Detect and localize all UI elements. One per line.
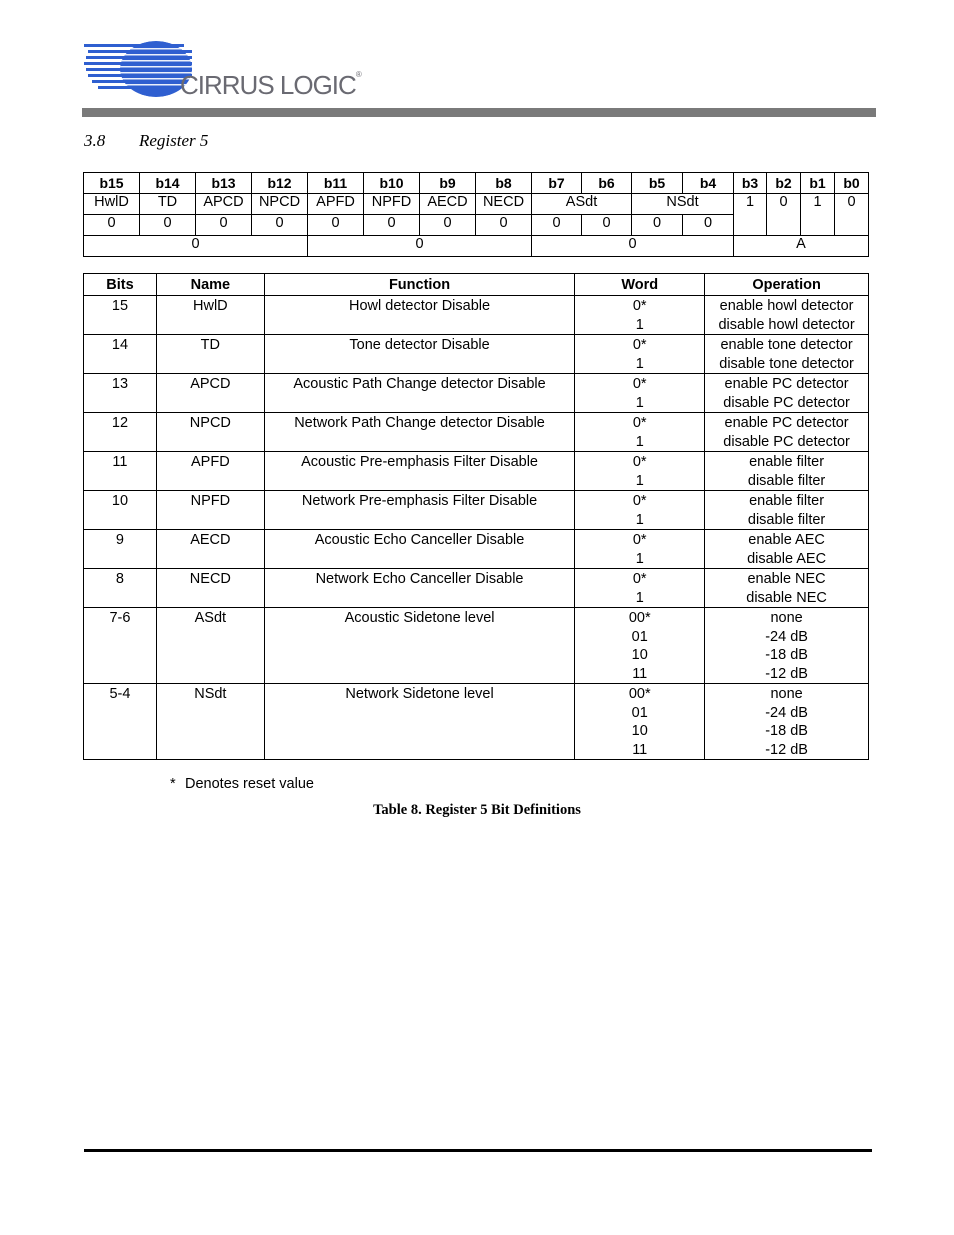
definition-row — [84, 608, 869, 684]
word-value: 0* — [632, 298, 647, 314]
operation-cell — [705, 296, 869, 335]
bit-header: b0 — [835, 173, 869, 194]
function-cell: Network Path Change detector Disable — [264, 413, 575, 452]
bit-header-row — [84, 173, 869, 194]
bit-default: 0 — [476, 215, 532, 236]
column-header-name: Name — [156, 274, 264, 296]
word-value: 0* — [632, 493, 647, 509]
word-value: 0* — [632, 532, 647, 548]
bit-header: b11 — [308, 173, 364, 194]
bit-default: 0 — [84, 215, 140, 236]
definitions-body — [84, 296, 869, 760]
bits-cell: 14 — [84, 335, 157, 374]
table-caption: Table 8. Register 5 Bit Definitions — [373, 802, 581, 818]
word-cell — [575, 684, 705, 760]
bit-header: b12 — [252, 173, 308, 194]
name-cell: NSdt — [156, 684, 264, 760]
word-value: 00* — [628, 686, 651, 702]
definition-row — [84, 491, 869, 530]
bits-cell: 8 — [84, 569, 157, 608]
bit-header: b8 — [476, 173, 532, 194]
footnote — [170, 776, 314, 792]
bit-default: 0 — [196, 215, 252, 236]
bits-cell: 11 — [84, 452, 157, 491]
operation-cell — [705, 569, 869, 608]
word-value: 0* — [632, 454, 647, 470]
word-cell — [575, 296, 705, 335]
bit-fixed-value: 1 — [801, 194, 835, 236]
bit-header: b15 — [84, 173, 140, 194]
word-cell — [575, 335, 705, 374]
word-value: 1 — [635, 355, 644, 372]
bit-header: b13 — [196, 173, 252, 194]
operation-value: enable filter — [749, 454, 825, 470]
operation-value: enable PC detector — [724, 415, 849, 431]
word-value: 0* — [632, 376, 647, 392]
function-cell: Tone detector Disable — [264, 335, 575, 374]
operation-value: enable AEC — [748, 532, 825, 548]
operation-value: disable howl detector — [718, 316, 855, 333]
footnote-text: Denotes reset value — [185, 776, 314, 792]
word-value: 00* — [628, 610, 651, 626]
function-cell: Acoustic Sidetone level — [264, 608, 575, 684]
word-value: 10 — [631, 647, 648, 663]
bit-name: TD — [140, 194, 196, 215]
name-cell: AECD — [156, 530, 264, 569]
operation-value: none — [770, 686, 803, 702]
bit-fixed-value: 1 — [734, 194, 767, 236]
column-header-operation: Operation — [705, 274, 869, 296]
bit-name: APFD — [308, 194, 364, 215]
bit-default: 0 — [683, 215, 734, 236]
operation-cell — [705, 413, 869, 452]
column-header-word: Word — [575, 274, 705, 296]
name-cell: APFD — [156, 452, 264, 491]
operation-value: enable howl detector — [719, 298, 854, 314]
function-cell: Howl detector Disable — [264, 296, 575, 335]
operation-value: disable PC detector — [723, 433, 850, 450]
bit-name: NPFD — [364, 194, 420, 215]
operation-value: disable tone detector — [719, 355, 854, 372]
operation-value: -12 dB — [765, 665, 808, 682]
operation-value: enable tone detector — [720, 337, 853, 353]
word-value: 1 — [635, 472, 644, 489]
word-value: 11 — [632, 665, 648, 682]
bit-definitions-table — [83, 273, 869, 760]
hex-nibble: 0 — [84, 236, 308, 257]
definition-row — [84, 684, 869, 760]
operation-cell — [705, 684, 869, 760]
operation-cell — [705, 491, 869, 530]
word-value: 1 — [635, 316, 644, 333]
section-number: 3.8 — [84, 131, 106, 150]
operation-value: -18 dB — [765, 723, 808, 739]
operation-value: -24 dB — [765, 704, 808, 721]
bit-default: 0 — [582, 215, 632, 236]
word-value: 01 — [631, 704, 648, 721]
footer-rule — [84, 1149, 872, 1152]
function-cell: Network Echo Canceller Disable — [264, 569, 575, 608]
function-cell: Acoustic Echo Canceller Disable — [264, 530, 575, 569]
operation-value: -24 dB — [765, 628, 808, 645]
definition-row — [84, 335, 869, 374]
operation-cell — [705, 608, 869, 684]
bits-cell: 5-4 — [84, 684, 157, 760]
bit-header: b10 — [364, 173, 420, 194]
operation-cell — [705, 335, 869, 374]
operation-value: enable filter — [749, 493, 825, 509]
name-cell: APCD — [156, 374, 264, 413]
name-cell: NECD — [156, 569, 264, 608]
column-header-bits: Bits — [84, 274, 157, 296]
bit-header: b14 — [140, 173, 196, 194]
bit-header: b2 — [767, 173, 801, 194]
bit-default: 0 — [532, 215, 582, 236]
operation-value: enable NEC — [747, 571, 826, 587]
word-value: 1 — [635, 394, 644, 411]
word-value: 01 — [631, 628, 648, 645]
bits-cell: 15 — [84, 296, 157, 335]
bit-header: b6 — [582, 173, 632, 194]
word-cell — [575, 530, 705, 569]
bit-default: 0 — [364, 215, 420, 236]
operation-value: disable NEC — [746, 589, 827, 606]
section-title: Register 5 — [139, 131, 209, 150]
bit-default: 0 — [308, 215, 364, 236]
bit-default: 0 — [632, 215, 683, 236]
function-cell: Acoustic Path Change detector Disable — [264, 374, 575, 413]
word-cell — [575, 452, 705, 491]
bit-header: b3 — [734, 173, 767, 194]
definition-row — [84, 374, 869, 413]
function-cell: Acoustic Pre-emphasis Filter Disable — [264, 452, 575, 491]
operation-value: disable PC detector — [723, 394, 850, 411]
hex-nibble: 0 — [532, 236, 734, 257]
bit-default: 0 — [252, 215, 308, 236]
bit-header: b4 — [683, 173, 734, 194]
hex-nibble: A — [734, 236, 869, 257]
word-value: 1 — [635, 433, 644, 450]
operation-value: enable PC detector — [724, 376, 849, 392]
bits-cell: 7-6 — [84, 608, 157, 684]
name-cell: TD — [156, 335, 264, 374]
bit-name: HwlD — [84, 194, 140, 215]
bits-cell: 13 — [84, 374, 157, 413]
bit-header: b1 — [801, 173, 835, 194]
function-cell: Network Sidetone level — [264, 684, 575, 760]
bit-name: NSdt — [632, 194, 734, 215]
operation-cell — [705, 374, 869, 413]
word-value: 1 — [635, 550, 644, 567]
operation-value: none — [770, 610, 803, 626]
operation-value: -12 dB — [765, 741, 808, 758]
word-cell — [575, 374, 705, 413]
name-cell: NPCD — [156, 413, 264, 452]
word-value: 0* — [632, 571, 647, 587]
hex-nibble: 0 — [308, 236, 532, 257]
bit-default: 0 — [140, 215, 196, 236]
bit-header: b5 — [632, 173, 683, 194]
brand-wordmark: CIRRUS LOGIC® — [180, 70, 361, 100]
bit-name: AECD — [420, 194, 476, 215]
definition-row — [84, 569, 869, 608]
bit-fixed-value: 0 — [835, 194, 869, 236]
hex-default-row — [84, 236, 869, 257]
footnote-marker: * — [170, 776, 176, 792]
operation-value: -18 dB — [765, 647, 808, 663]
bits-cell: 12 — [84, 413, 157, 452]
bit-name: ASdt — [532, 194, 632, 215]
name-cell: NPFD — [156, 491, 264, 530]
bit-default: 0 — [420, 215, 476, 236]
definition-row — [84, 413, 869, 452]
bits-cell: 10 — [84, 491, 157, 530]
bit-header: b9 — [420, 173, 476, 194]
definition-row — [84, 530, 869, 569]
operation-value: disable filter — [747, 472, 826, 489]
word-value: 11 — [632, 741, 648, 758]
word-cell — [575, 491, 705, 530]
operation-cell — [705, 452, 869, 491]
definitions-header-row — [84, 274, 869, 296]
bits-cell: 9 — [84, 530, 157, 569]
word-value: 10 — [631, 723, 648, 739]
name-cell: ASdt — [156, 608, 264, 684]
section-heading — [84, 131, 208, 151]
name-cell: HwlD — [156, 296, 264, 335]
word-value: 1 — [635, 589, 644, 606]
word-value: 0* — [632, 415, 647, 431]
word-cell — [575, 413, 705, 452]
operation-value: disable filter — [747, 511, 826, 528]
definition-row — [84, 452, 869, 491]
word-cell — [575, 569, 705, 608]
operation-value: disable AEC — [747, 550, 827, 567]
bit-name: NECD — [476, 194, 532, 215]
definition-row — [84, 296, 869, 335]
word-value: 1 — [635, 511, 644, 528]
word-value: 0* — [632, 337, 647, 353]
word-cell — [575, 608, 705, 684]
column-header-function: Function — [264, 274, 575, 296]
bit-name: NPCD — [252, 194, 308, 215]
register-bit-map — [83, 172, 869, 257]
bit-header: b7 — [532, 173, 582, 194]
bit-fixed-value: 0 — [767, 194, 801, 236]
bit-name: APCD — [196, 194, 252, 215]
operation-cell — [705, 530, 869, 569]
bit-name-row — [84, 194, 869, 215]
function-cell: Network Pre-emphasis Filter Disable — [264, 491, 575, 530]
header-rule — [82, 108, 876, 117]
